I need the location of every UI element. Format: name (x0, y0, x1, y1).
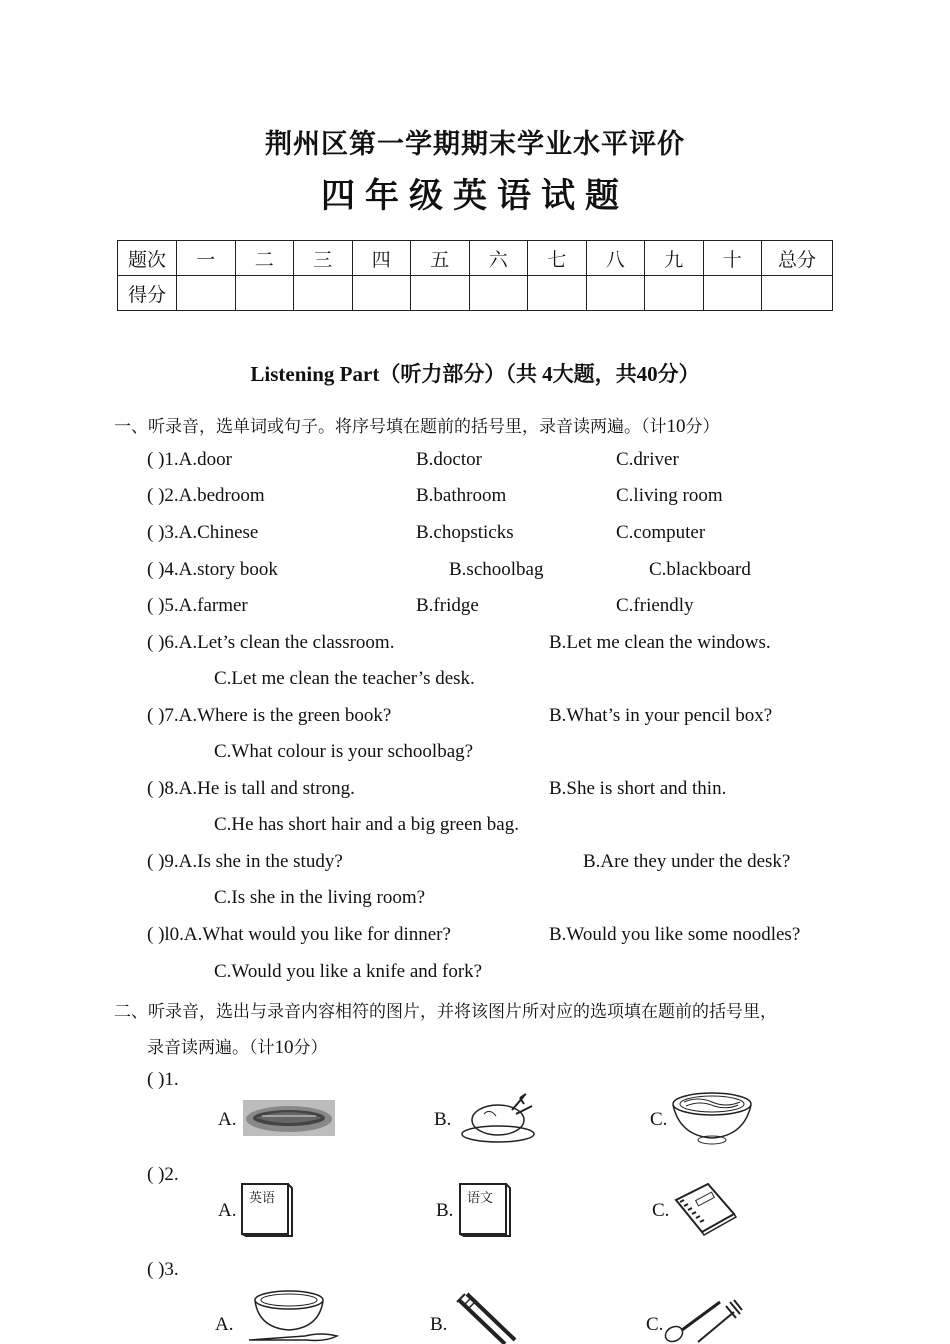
score-blank[interactable] (528, 276, 587, 311)
book-title: 英语 (249, 1191, 276, 1206)
score-cell: 六 (469, 241, 528, 276)
question-6: ( )6.A.Let’s clean the classroom. (147, 632, 395, 653)
option-b: B.Are they under the desk? (583, 851, 791, 872)
score-cell: 总分 (762, 241, 833, 276)
notebook-icon (672, 1180, 738, 1236)
option-c: C.Would you like a knife and fork? (214, 961, 483, 982)
score-blank[interactable] (235, 276, 294, 311)
option-c: C.living room (616, 485, 723, 506)
chopsticks-icon (455, 1290, 525, 1344)
option-b: B.She is short and thin. (549, 778, 727, 799)
score-blank[interactable] (177, 276, 236, 311)
question-3: ( )3.A.Chinese (147, 522, 259, 543)
book-title: 语文 (467, 1191, 494, 1206)
question-8: ( )8.A.He is tall and strong. (147, 778, 355, 799)
option-c: C.Let me clean the teacher’s desk. (214, 668, 475, 689)
option-a: A. (215, 1314, 234, 1335)
score-table (117, 240, 833, 311)
score-cell: 三 (294, 241, 353, 276)
option-a: A. (218, 1109, 237, 1130)
option-b: B.Would you like some noodles? (549, 924, 801, 945)
section2-instruction: 二、听录音，选出与录音内容相符的图片，并将该图片所对应的选项填在题前的括号里， (114, 1002, 777, 1022)
option-b: B. (436, 1200, 454, 1221)
pic-question-2: ( )2. (147, 1164, 179, 1185)
exam-title-line1: 荆州区第一学期期末学业水平评价 (265, 129, 685, 160)
score-cell: 七 (528, 241, 587, 276)
option-c: C.computer (616, 522, 706, 543)
option-c: C.Is she in the living room? (214, 887, 426, 908)
question-10: ( )l0.A.What would you like for dinner? (147, 924, 451, 945)
score-blank[interactable] (703, 276, 762, 311)
option-c: C.blackboard (649, 559, 751, 580)
question-7: ( )7.A.Where is the green book? (147, 705, 392, 726)
option-c: C.friendly (616, 595, 694, 616)
question-4: ( )4.A.story book (147, 559, 278, 580)
option-b: B.bathroom (416, 485, 507, 506)
score-blank[interactable] (645, 276, 704, 311)
question-9: ( )9.A.Is she in the study? (147, 851, 343, 872)
score-table-score-row (118, 276, 833, 311)
fish-dish-icon (242, 1098, 336, 1138)
score-label: 得分 (118, 276, 177, 311)
score-cell: 八 (586, 241, 645, 276)
score-cell: 九 (645, 241, 704, 276)
pic-question-3: ( )3. (147, 1259, 179, 1280)
score-blank[interactable] (294, 276, 353, 311)
question-5: ( )5.A.farmer (147, 595, 248, 616)
score-cell: 十 (703, 241, 762, 276)
exam-title-line2: 四年级英语试题 (321, 176, 629, 216)
noodle-bowl-icon (670, 1090, 754, 1146)
option-b: B.fridge (416, 595, 479, 616)
question-1: ( )1.A.door (147, 449, 232, 470)
spoon-and-fork-icon (664, 1296, 744, 1344)
score-blank[interactable] (586, 276, 645, 311)
score-table-header-row (118, 241, 833, 276)
score-cell: 二 (235, 241, 294, 276)
option-c: C.driver (616, 449, 679, 470)
bowl-and-spoon-icon (245, 1288, 345, 1344)
option-a: A. (218, 1200, 237, 1221)
chinese-book-icon (458, 1182, 508, 1234)
section2-instruction-cont: 录音读两遍。（计10分） (147, 1037, 328, 1058)
option-b: B. (434, 1109, 452, 1130)
part-heading: Listening Part（听力部分）（共 4大题，共40分） (250, 362, 700, 386)
score-blank[interactable] (352, 276, 411, 311)
question-2: ( )2.A.bedroom (147, 485, 265, 506)
score-cell: 题次 (118, 241, 177, 276)
section1-instruction: 一、听录音，选单词或句子。将序号填在题前的括号里，录音读两遍。（计10分） (114, 416, 720, 437)
option-c: C. (646, 1314, 664, 1335)
option-c: C.He has short hair and a big green bag. (214, 814, 519, 835)
option-c: C. (652, 1200, 670, 1221)
option-b: B.chopsticks (416, 522, 514, 543)
option-b: B.What’s in your pencil box? (549, 705, 773, 726)
pic-question-1: ( )1. (147, 1069, 179, 1090)
score-blank[interactable] (469, 276, 528, 311)
score-cell: 一 (177, 241, 236, 276)
score-cell: 五 (411, 241, 470, 276)
option-c: C. (650, 1109, 668, 1130)
score-blank[interactable] (762, 276, 833, 311)
score-blank[interactable] (411, 276, 470, 311)
option-b: B.Let me clean the windows. (549, 632, 771, 653)
english-book-icon (240, 1182, 290, 1234)
option-c: C.What colour is your schoolbag? (214, 741, 474, 762)
roast-chicken-icon (460, 1084, 542, 1146)
option-b: B. (430, 1314, 448, 1335)
option-b: B.doctor (416, 449, 482, 470)
option-b: B.schoolbag (449, 559, 544, 580)
score-cell: 四 (352, 241, 411, 276)
